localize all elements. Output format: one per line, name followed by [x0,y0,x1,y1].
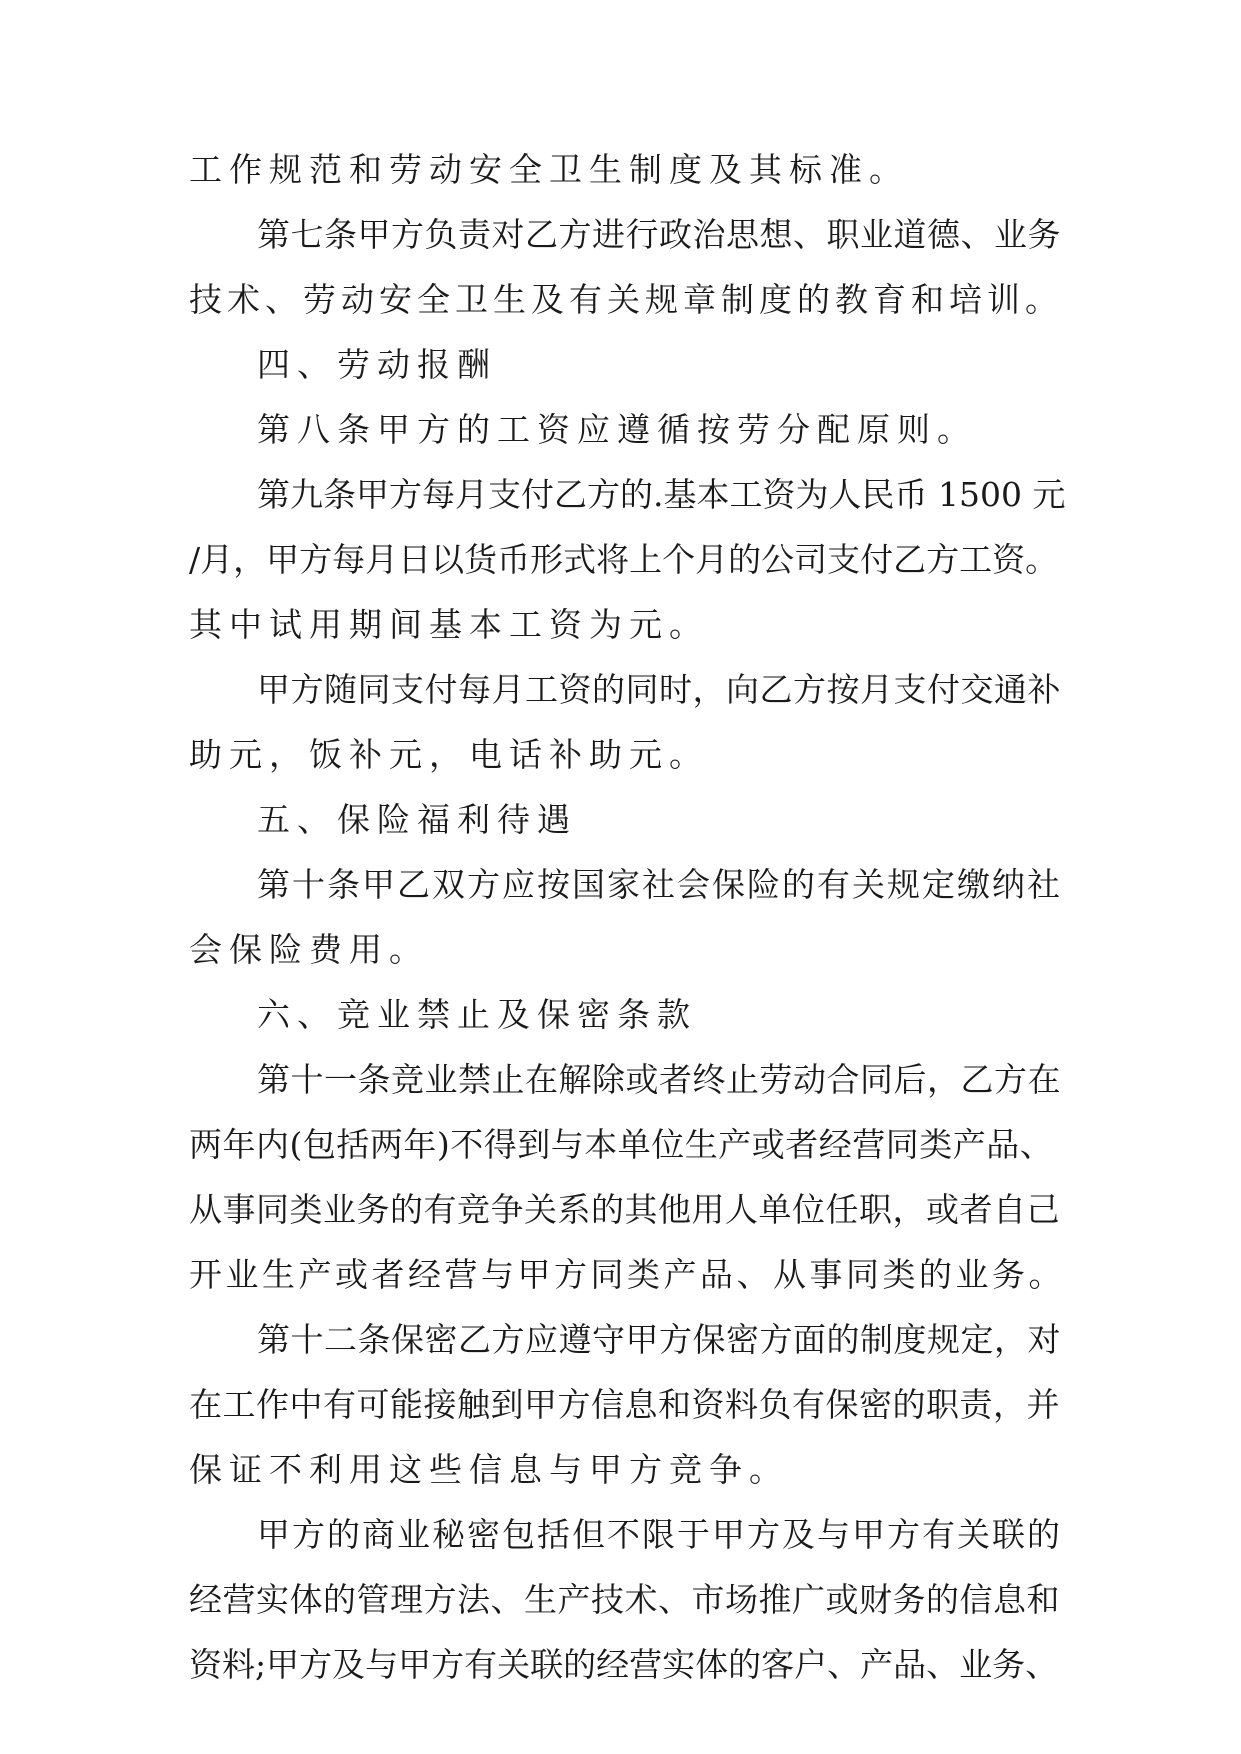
text-line: 从事同类业务的有竞争关系的其他用人单位任职，或者自己 [189,1190,1060,1229]
text-line: 两年内(包括两年)不得到与本单位生产或者经营同类产品、 [189,1125,1054,1164]
text-line: 技术、劳动安全卫生及有关规章制度的教育和培训。 [189,280,1063,319]
text-line: 保证不利用这些信息与甲方竞争。 [189,1450,789,1489]
section-heading: 五、保险福利待遇 [257,800,577,839]
text-line: 工作规范和劳动安全卫生制度及其标准。 [189,150,909,189]
text-line: 第十条甲乙双方应按国家社会保险的有关规定缴纳社 [257,865,1062,904]
text-line: 会保险费用。 [189,930,429,969]
text-line: 甲方的商业秘密包括但不限于甲方及与甲方有关联的 [257,1515,1062,1554]
text-line: 助元，饭补元，电话补助元。 [189,735,709,774]
section-heading: 六、竞业禁止及保密条款 [257,995,697,1034]
text-line: 第十一条竞业禁止在解除或者终止劳动合同后，乙方在 [257,1060,1061,1099]
text-line: 第十二条保密乙方应遵守甲方保密方面的制度规定，对 [257,1320,1061,1359]
text-line: 经营实体的管理方法、生产技术、市场推广或财务的信息和 [189,1580,1060,1619]
text-line: 第八条甲方的工资应遵循按劳分配原则。 [257,410,977,449]
text-line: 开业生产或者经营与甲方同类产品、从事同类的业务。 [189,1255,1065,1294]
text-line: 资料;甲方及与甲方有关联的经营实体的客户、产品、业务、 [189,1645,1059,1684]
text-line: /月，甲方每月日以货币形式将上个月的公司支付乙方工资。 [189,540,1059,579]
text-line: 第九条甲方每月支付乙方的.基本工资为人民币 1500 元 [257,475,1066,514]
text-line: 其中试用期间基本工资为元。 [189,605,709,644]
text-line: 在工作中有可能接触到甲方信息和资料负有保密的职责，并 [189,1385,1060,1424]
text-line: 第七条甲方负责对乙方进行政治思想、职业道德、业务 [257,215,1061,254]
text-line: 甲方随同支付每月工资的同时，向乙方按月支付交通补 [257,670,1061,709]
section-heading: 四、劳动报酬 [257,345,497,384]
